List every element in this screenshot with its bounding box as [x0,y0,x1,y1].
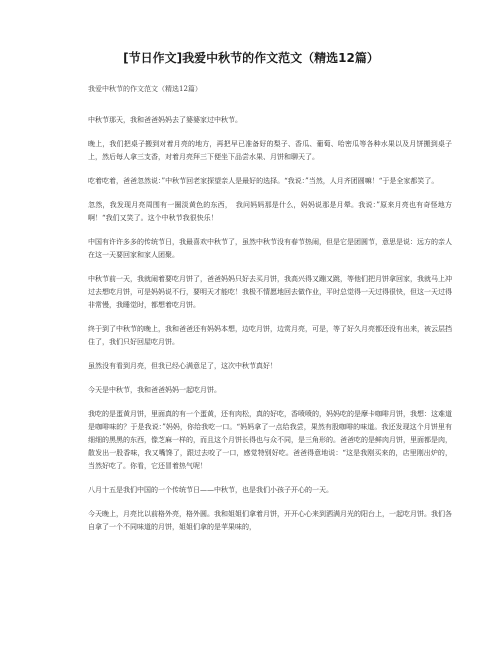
document-title: [节日作文]我爱中秋节的作文范文（精选12篇） [123,51,379,65]
paragraph: 中国有许许多多的传统节日，我最喜欢中秋节了，虽然中秋节没有春节热闹，但是它是团圆节，意思是说：远方的亲人在这一天要回家和家人团聚。 [88,238,452,259]
paragraph: 晚上，我们把桌子搬到对着月亮的地方，再把早已准备好的梨子、香瓜、葡萄、哈密瓜等各种水果以及月饼搬到桌子上，然后每人拿三支香，对着月亮拜三下便坐下品尝水果、月饼和聊天了。 [88,140,452,161]
document-subtitle: 我爱中秋节的作文范文（精选12篇） [88,85,202,93]
paragraph: 虽然没有看到月亮，但我已经心满意足了，这次中秋节真好！ [88,362,277,370]
paragraph: 八月十五是我们中国的一个传统节日——中秋节，也是我们小孩子开心的一天。 [88,486,333,494]
paragraph: 今天是中秋节，我和爸爸妈妈一起吃月饼。 [88,386,221,394]
paragraph: 终于到了中秋节的晚上，我和爸爸还有妈妈本想，边吃月饼，边赏月亮，可是，等了好久月亮都还没有出来，被云层挡住了，我们只好回屋吃月饼。 [88,325,452,346]
document-body [88,114,452,534]
paragraph: 我吃的是蛋黄月饼，里面真的有一个蛋黄，还有肉松，真的好吃，香喷喷的，妈妈吃的是摩卡咖啡月饼，我想：这难道是咖啡味的？于是我说：”妈妈，你给我吃一口。“妈妈拿了一点给我尝，果然有股咖啡的味道。我还发现这个月饼里有细细的黑黑的东西，像芝麻一样的，而且这个月饼长得也与众不同，是三角形的。爸爸吃的是鲜肉月饼，里面都是肉，散发出一股香味，我又嘴馋了，跟过去咬了一口，感觉特别好吃。爸爸得意地说：“这是我刚买来的，店里刚出炉的，当然好吃了。你看，它还冒着热气呢！ [88,410,452,470]
paragraph: 忽然，我发现月亮周围有一圈淡黄色的东西， 我问妈妈那是什么，妈妈说那是月晕。我说：”原来月亮也有奇怪地方啊！“我们又笑了。这个中秋节我很快乐！ [88,201,452,222]
paragraph: 吃着吃着，爸爸忽然说：”中秋节回老家探望亲人是最好的选择。“我说：”当然，人月齐团圆嘛！“于是全家都笑了。 [88,177,439,185]
paragraph: 中秋节那天，我和爸爸妈妈去了婆婆家过中秋节。 [88,116,242,124]
paragraph: 中秋节前一天，我就闹着要吃月饼了，爸爸妈妈只好去买月饼，我高兴得又蹦又跳，等他们把月饼拿回家，我就马上冲过去想吃月饼，可是妈妈说不行，要明天才能吃！我极不情愿地回去做作业，平时总觉得一天过得很快，但这一天过得非常慢，我睡觉时，都想着吃月饼。 [88,275,452,309]
paragraph: 今天晚上，月亮比以前格外亮，格外圆。我和姐姐们拿着月饼，开开心心来到洒满月光的阳台上，一起吃月饼。我们各自拿了一个不同味道的月饼，姐姐们拿的是苹果味的， [88,510,452,531]
